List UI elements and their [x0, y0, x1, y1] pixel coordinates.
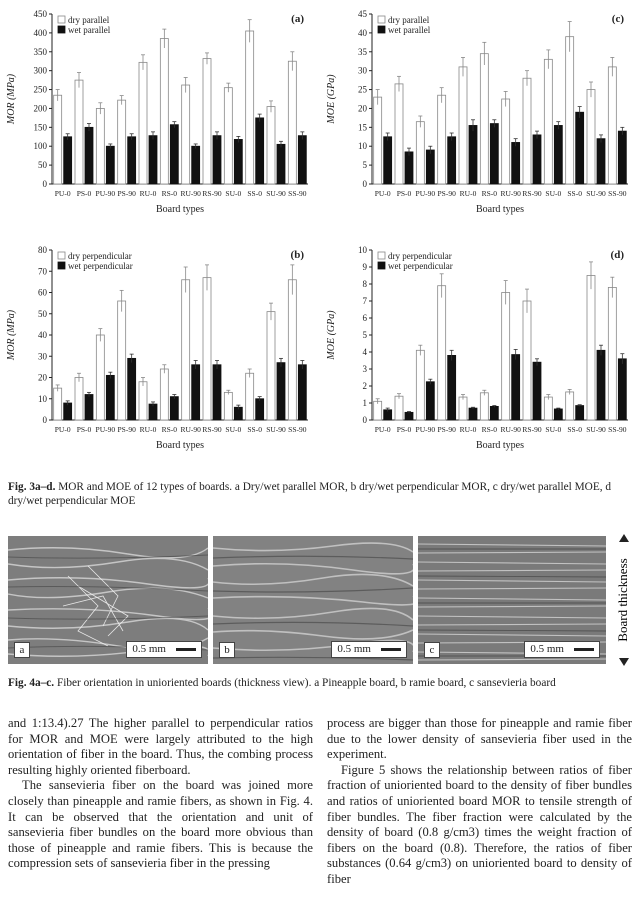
bar-wet [490, 406, 498, 420]
arrow-up-icon [619, 534, 629, 542]
x-tick-label: PS-90 [437, 425, 456, 434]
bar-wet [256, 399, 264, 420]
scale-text-b: 0.5 mm [337, 643, 371, 655]
x-tick-label: PS-90 [117, 189, 136, 198]
bar-dry [267, 312, 275, 420]
left-paragraph-2: The sansevieria fiber on the board was joined more closely than pineapple and ramie fibers, as shown in Fig. 4. It can be observed that the orientation and unit of sansevieria fiber bundles on the board more obvious than those of pineapple and ramie fibers. This is because the compression sets of sansevieria fiber in the pressing [8, 778, 313, 871]
x-axis-label: Board types [155, 440, 205, 451]
y-tick-label: 300 [33, 65, 47, 76]
board-thickness-svg [612, 532, 636, 668]
bar-wet [597, 350, 605, 420]
scale-bar-c [524, 641, 600, 658]
bar-dry [459, 397, 467, 420]
bar-dry [587, 90, 595, 184]
y-axis-label: MOR (MPa) [6, 73, 17, 125]
bar-wet [512, 142, 520, 184]
figure-3-label: Fig. 3a–d. [8, 481, 56, 493]
y-tick-label: 2 [362, 381, 367, 391]
bar-dry [288, 280, 296, 420]
legend-swatch [58, 252, 65, 259]
y-axis-label: MOR (MPa) [6, 309, 17, 361]
chart-svg-b [0, 240, 320, 468]
bar-wet [256, 118, 264, 184]
y-tick-label: 450 [33, 9, 47, 19]
bar-dry [480, 54, 488, 184]
x-tick-label: SS-0 [247, 425, 262, 434]
micrograph-ramie [213, 536, 413, 664]
legend-swatch [378, 16, 385, 23]
body-column-right [327, 716, 632, 888]
bar-wet [85, 395, 93, 421]
bar-wet [64, 403, 72, 420]
bar-dry [96, 335, 104, 420]
bar-wet [469, 125, 477, 184]
x-axis-label: Board types [475, 440, 525, 451]
y-tick-label: 4 [362, 347, 367, 357]
bar-wet [170, 397, 178, 420]
board-thickness-indicator [612, 532, 636, 668]
panel-label: (a) [291, 13, 304, 25]
y-tick-label: 150 [33, 122, 47, 133]
bar-dry [608, 287, 616, 420]
legend-label: dry perpendicular [68, 251, 132, 261]
bar-wet [576, 112, 584, 184]
bar-dry [203, 59, 211, 184]
x-tick-label: RS-0 [161, 425, 178, 434]
bar-dry [139, 62, 147, 184]
bar-dry [438, 95, 446, 184]
x-tick-label: SS-0 [247, 189, 262, 198]
figure-4-caption [8, 677, 632, 689]
scale-text-c: 0.5 mm [530, 643, 564, 655]
legend-label: dry perpendicular [388, 251, 452, 261]
x-tick-label: SS-0 [567, 425, 582, 434]
legend-swatch [378, 252, 385, 259]
bar-wet [405, 412, 413, 420]
y-tick-label: 10 [358, 141, 367, 152]
legend-label: dry parallel [388, 15, 430, 25]
y-tick-label: 50 [38, 308, 47, 319]
x-tick-label: SU-0 [225, 425, 242, 434]
bar-dry [480, 393, 488, 420]
bar-dry [566, 392, 574, 420]
left-paragraph-1: and 1:13.4).27 The higher parallel to perpendicular ratios for MOR and MOE were largely attributed to the high orientation of fiber in the board. Thus, the combing process resulting highly oriented fiberboard. [8, 716, 313, 777]
x-tick-label: SS-90 [608, 189, 627, 198]
bar-wet [234, 139, 242, 184]
bar-dry [502, 293, 510, 421]
bar-wet [192, 365, 200, 420]
bar-wet [170, 125, 178, 184]
bar-dry [395, 396, 403, 420]
y-tick-label: 60 [38, 287, 47, 298]
y-tick-label: 1 [362, 398, 367, 408]
bar-wet [618, 359, 626, 420]
y-tick-label: 20 [38, 372, 47, 383]
bar-dry [395, 84, 403, 184]
chart-svg-a [0, 4, 320, 232]
bar-dry [544, 397, 552, 420]
x-tick-label: RS-0 [481, 189, 498, 198]
photo-label-a: a [14, 642, 30, 658]
y-tick-label: 45 [358, 9, 367, 19]
x-tick-label: RS-90 [202, 425, 222, 434]
bar-dry [416, 122, 424, 184]
bar-wet [298, 136, 306, 184]
legend-label: wet parallel [68, 25, 111, 35]
bar-wet [384, 137, 392, 184]
legend-swatch [378, 26, 385, 33]
x-tick-label: PU-90 [415, 425, 436, 434]
y-tick-label: 400 [33, 27, 47, 38]
micrograph-pineapple [8, 536, 208, 664]
y-tick-label: 6 [362, 313, 367, 323]
x-tick-label: RU-0 [139, 189, 157, 198]
y-tick-label: 100 [33, 141, 47, 152]
x-tick-label: RU-90 [500, 425, 521, 434]
bar-dry [374, 97, 382, 184]
panel-label: (d) [610, 249, 624, 261]
micrograph-sansevieria [418, 536, 606, 664]
chart-svg-c [320, 4, 640, 232]
x-tick-label: SS-0 [567, 189, 582, 198]
bar-dry [416, 350, 424, 420]
x-tick-label: PS-0 [76, 189, 92, 198]
x-tick-label: PS-0 [396, 189, 412, 198]
bar-dry [523, 301, 531, 420]
y-tick-label: 0 [42, 415, 47, 425]
chart-panel-a [0, 4, 320, 232]
x-tick-label: SS-90 [608, 425, 627, 434]
bar-dry [224, 88, 232, 184]
x-tick-label: SU-90 [266, 189, 286, 198]
scale-bar-a [126, 641, 202, 658]
figure-4-text: Fiber orientation in unioriented boards (thickness view). a Pineapple board, b ramie board, c sansevieria board [56, 677, 556, 689]
legend-label: wet parallel [388, 25, 431, 35]
y-axis-label: MOE (GPa) [326, 74, 337, 124]
y-tick-label: 0 [362, 179, 367, 189]
bar-wet [576, 406, 584, 420]
x-tick-label: RS-90 [202, 189, 222, 198]
x-tick-label: PU-90 [95, 189, 116, 198]
x-tick-label: PS-0 [396, 425, 412, 434]
bar-dry [182, 280, 190, 420]
x-tick-label: RU-90 [500, 189, 521, 198]
bar-wet [512, 355, 520, 420]
x-tick-label: RS-90 [522, 189, 542, 198]
y-tick-label: 250 [33, 84, 47, 95]
scale-text-a: 0.5 mm [132, 643, 166, 655]
x-tick-label: PS-90 [437, 189, 456, 198]
y-tick-label: 40 [38, 330, 47, 340]
bar-dry [502, 99, 510, 184]
photo-label-c: c [424, 642, 440, 658]
bar-wet [490, 124, 498, 184]
x-tick-label: SU-90 [586, 425, 606, 434]
bar-dry [587, 276, 595, 421]
x-tick-label: PU-0 [374, 425, 391, 434]
bar-dry [75, 378, 83, 421]
x-tick-label: RS-0 [161, 189, 178, 198]
chart-panel-c [320, 4, 640, 232]
y-tick-label: 5 [362, 330, 367, 340]
bar-wet [298, 365, 306, 420]
figure-3-text: MOR and MOE of 12 types of boards. a Dry/wet parallel MOR, b dry/wet perpendicular MOR, c dry/wet parallel MOE, d dry/wet perpendicular MOE [8, 481, 612, 507]
bar-dry [566, 37, 574, 184]
bar-dry [459, 67, 467, 184]
panel-label: (c) [611, 13, 624, 25]
bar-wet [128, 358, 136, 420]
x-tick-label: PU-0 [54, 189, 71, 198]
y-tick-label: 200 [33, 103, 47, 114]
bar-wet [213, 136, 221, 184]
x-tick-label: RS-90 [522, 425, 542, 434]
legend-label: dry parallel [68, 15, 110, 25]
x-tick-label: SS-90 [288, 425, 307, 434]
x-tick-label: PU-90 [95, 425, 116, 434]
legend-swatch [58, 16, 65, 23]
bar-wet [106, 146, 114, 184]
bar-wet [64, 137, 72, 184]
legend-label: wet perpendicular [388, 261, 453, 271]
bar-dry [139, 382, 147, 420]
bar-dry [182, 85, 190, 184]
bar-wet [426, 382, 434, 420]
bar-wet [533, 362, 541, 420]
bar-wet [149, 404, 157, 420]
bar-wet [405, 152, 413, 184]
x-tick-label: PS-90 [117, 425, 136, 434]
x-tick-label: RU-0 [459, 425, 477, 434]
y-tick-label: 40 [358, 27, 367, 38]
bar-dry [160, 369, 168, 420]
body-column-left [8, 716, 313, 872]
bar-dry [438, 286, 446, 420]
bar-dry [267, 107, 275, 184]
x-tick-label: SU-90 [586, 189, 606, 198]
bar-dry [608, 67, 616, 184]
bar-dry [544, 59, 552, 184]
x-axis-label: Board types [155, 204, 205, 215]
chart-panel-d [320, 240, 640, 468]
chart-svg-d [320, 240, 640, 468]
y-tick-label: 0 [362, 415, 367, 425]
y-axis-label: MOE (GPa) [326, 310, 337, 360]
y-tick-label: 5 [362, 160, 367, 171]
bar-wet [277, 144, 285, 184]
bar-dry [118, 301, 126, 420]
x-tick-label: RU-90 [180, 189, 201, 198]
legend-swatch [58, 262, 65, 269]
bar-dry [54, 388, 62, 420]
photo-label-b: b [219, 642, 235, 658]
x-tick-label: RS-0 [481, 425, 498, 434]
bar-wet [426, 150, 434, 184]
bar-wet [192, 146, 200, 184]
x-tick-label: PS-0 [76, 425, 92, 434]
bar-wet [469, 408, 477, 420]
y-tick-label: 30 [358, 65, 367, 76]
y-tick-label: 30 [38, 351, 47, 362]
bar-wet [448, 137, 456, 184]
y-tick-label: 35 [358, 46, 367, 57]
y-tick-label: 20 [358, 103, 367, 114]
bar-dry [246, 31, 254, 184]
legend-swatch [58, 26, 65, 33]
figure-4-label: Fig. 4a–c. [8, 677, 55, 689]
x-tick-label: RU-0 [139, 425, 157, 434]
y-tick-label: 8 [362, 279, 367, 289]
y-tick-label: 80 [38, 245, 47, 255]
arrow-down-icon [619, 658, 629, 666]
x-tick-label: RU-90 [180, 425, 201, 434]
y-tick-label: 0 [42, 179, 47, 189]
x-axis-label: Board types [475, 204, 525, 215]
x-tick-label: SS-90 [288, 189, 307, 198]
x-tick-label: PU-0 [374, 189, 391, 198]
bar-wet [597, 139, 605, 184]
bar-wet [533, 135, 541, 184]
x-tick-label: PU-0 [54, 425, 71, 434]
bar-wet [554, 125, 562, 184]
y-tick-label: 25 [358, 84, 367, 95]
x-tick-label: SU-0 [545, 425, 562, 434]
bar-dry [54, 95, 62, 184]
bar-wet [448, 355, 456, 420]
scale-line-b [381, 648, 401, 651]
right-paragraph-1: process are bigger than those for pineapple and ramie fiber due to the lower density of sansevieria fiber used in the experiment. [327, 716, 632, 762]
y-tick-label: 350 [33, 46, 47, 57]
bar-dry [75, 80, 83, 184]
y-tick-label: 50 [38, 160, 47, 171]
y-tick-label: 7 [362, 296, 367, 306]
bar-wet [213, 365, 221, 420]
scale-line-c [574, 648, 594, 651]
bar-dry [118, 100, 126, 184]
x-tick-label: SU-90 [266, 425, 286, 434]
scale-bar-b [331, 641, 407, 658]
panel-label: (b) [290, 249, 304, 261]
bar-dry [160, 39, 168, 184]
bar-dry [246, 373, 254, 420]
bar-wet [128, 137, 136, 184]
bar-wet [106, 375, 114, 420]
x-tick-label: SU-0 [225, 189, 242, 198]
bar-wet [149, 136, 157, 184]
bar-dry [374, 401, 382, 420]
bar-dry [96, 108, 104, 184]
figure-4-photos [8, 536, 606, 664]
y-tick-label: 10 [358, 245, 367, 255]
bar-wet [85, 127, 93, 184]
x-tick-label: PU-90 [415, 189, 436, 198]
y-tick-label: 15 [358, 122, 367, 133]
bar-dry [203, 278, 211, 420]
bar-wet [277, 363, 285, 420]
y-tick-label: 10 [38, 393, 47, 404]
right-paragraph-2: Figure 5 shows the relationship between ratios of fiber fraction of unioriented board to the density of fiber bundles and ratios of unioriented board MOR to tensile strength of fiber bundles. The fiber fraction were calculated by the density of board (0.8 g/cm3) times the weight fraction of fibers on the board (0.8). Therefore, the ratios of fiber substances (0.64 g/cm3) on unioriented board to density of fiber [327, 762, 632, 886]
legend-label: wet perpendicular [68, 261, 133, 271]
y-tick-label: 9 [362, 262, 367, 272]
figure-3-caption [8, 480, 632, 508]
scale-line-a [176, 648, 196, 651]
bar-dry [523, 78, 531, 184]
bar-wet [618, 131, 626, 184]
legend-swatch [378, 262, 385, 269]
bar-dry [288, 61, 296, 184]
bar-dry [224, 392, 232, 420]
y-tick-label: 70 [38, 266, 47, 277]
bar-wet [554, 409, 562, 420]
chart-panel-b [0, 240, 320, 468]
x-tick-label: SU-0 [545, 189, 562, 198]
y-tick-label: 3 [362, 364, 367, 374]
x-tick-label: RU-0 [459, 189, 477, 198]
board-thickness-label: Board thickness [614, 558, 630, 642]
